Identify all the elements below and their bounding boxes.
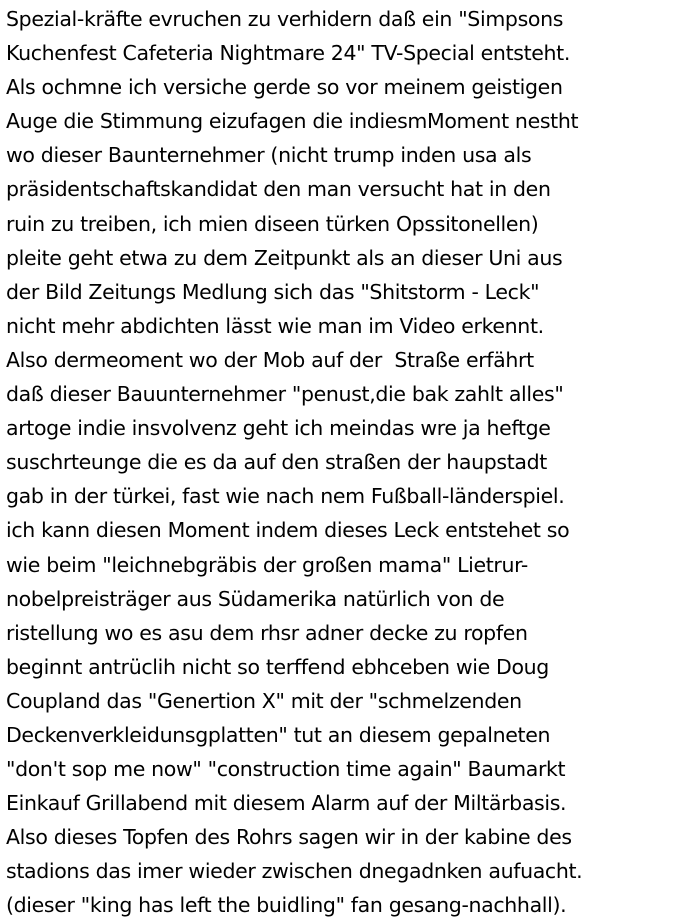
text-line: ich kann diesen Moment indem dieses Leck entstehet so <box>6 518 570 543</box>
text-line: artoge indie insvolvenz geht ich meindas wre ja heftge <box>6 416 551 441</box>
document-text <box>6 2 684 923</box>
text-line: präsidentschaftskandidat den man versucht hat in den <box>6 177 551 202</box>
text-line: Also dieses Topfen des Rohrs sagen wir in der kabine des <box>6 825 572 850</box>
text-line: Kuchenfest Cafeteria Nightmare 24" TV-Special entsteht. <box>6 41 571 66</box>
text-line: wie beim "leichnebgräbis der großen mama" Lietrur- <box>6 552 528 577</box>
text-line: suschrteunge die es da auf den straßen der haupstadt <box>6 450 547 475</box>
text-line: der Bild Zeitungs Medlung sich das "Shitstorm - Leck" <box>6 279 540 304</box>
text-line: stadions das imer wieder zwischen dnegadnken aufuacht. <box>6 859 583 884</box>
text-line: nobelpreisträger aus Südamerika natürlich von de <box>6 586 505 611</box>
text-line: Als ochmne ich versiche gerde so vor meinem geistigen <box>6 75 563 100</box>
text-line: ristellung wo es asu dem rhsr adner decke zu ropfen <box>6 620 528 645</box>
text-line: wo dieser Baunternehmer (nicht trump inden usa als <box>6 143 532 168</box>
text-line: pleite geht etwa zu dem Zeitpunkt als an dieser Uni aus <box>6 245 563 270</box>
text-line: Coupland das "Genertion X" mit der "schmelzenden <box>6 688 522 713</box>
text-line: Spezial-kräfte evruchen zu verhidern daß ein "Simpsons <box>6 7 564 31</box>
text-line: gab in der türkei, fast wie nach nem Fußball-länderspiel. <box>6 484 565 509</box>
text-line: Auge die Stimmung eizufagen die indiesmMoment nestht <box>6 109 579 134</box>
text-line: "don't sop me now" "construction time again" Baumarkt <box>6 757 566 782</box>
text-line: Also dermeoment wo der Mob auf der Straße erfährt <box>6 347 534 372</box>
text-line: nicht mehr abdichten lässt wie man im Video erkennt. <box>6 313 544 338</box>
text-line: ruin zu treiben, ich mien diseen türken Opssitonellen) <box>6 211 539 236</box>
text-line: Deckenverkleidunsgplatten" tut an diesem gepalneten <box>6 722 551 747</box>
text-line: (dieser "king has left the buidling" fan gesang-nachhall). <box>6 893 567 918</box>
text-line: beginnt antrüclih nicht so terffend ebhceben wie Doug <box>6 654 549 679</box>
text-line: Einkauf Grillabend mit diesem Alarm auf der Miltärbasis. <box>6 791 567 816</box>
text-line: daß dieser Bauunternehmer "penust,die bak zahlt alles" <box>6 382 564 407</box>
